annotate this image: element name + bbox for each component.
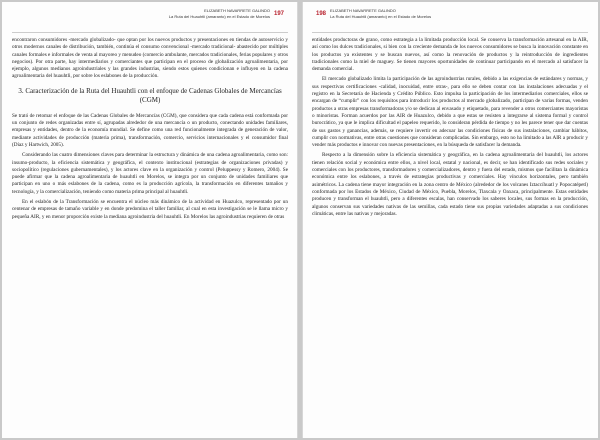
page-number: 197 xyxy=(273,11,284,17)
section-heading: 3. Caracterización de la Ruta del Huauhtli con el enfoque de Cadenas Globales de Mercancías (CGM) xyxy=(18,86,282,104)
paragraph: Se trató de retomar el enfoque de las Cadenas Globales de Mercancías (CGM), que considera que cada cadena está conformada por un conjunto de redes organizadas entre sí, agrupadas alrededor de una mercancía o un producto, conectando unidades familiares, empresas y entidades, dentro de la economía mundial. Se define como una red funcionalmente integrada de generación de valor, mediante actividades de producción (materia prima), transformación, comercio, servicios internacionales y el consumidor final (Díaz y Hartwich, 2005). xyxy=(12,112,288,148)
left-page-header xyxy=(12,8,288,33)
left-page-body xyxy=(12,37,288,221)
header-title: La Ruta del Huauhtli (amaranto) en el Estado de Morelos xyxy=(330,14,432,19)
header-author: ELIZABETH NAVARRETE GALINDO xyxy=(330,8,396,13)
page-gutter xyxy=(297,2,298,438)
paragraph: Respecto a la dimensión sobre la eficiencia sistemática y geográfica, en la cadena agroalimentaria del huauhtli, los actores tienen relación social y económica entre ellos, a nivel local, estatal y nacional, es decir, se han identificado sus redes sociales y comerciales con los productores, transformadores y comercializadores, dentro y fuera del estado, mismos que facilitan la dinámica económica entre los eslabones, a través de estrategias productivas y comerciales. Hay vínculos horizontales, pero también asimétricos. La cadena tiene mayor integración en la zona centro de México (alrededor de los volcanes Iztaccíhuatl y Popocatépetl) conformada por los Estados de México, Ciudad de México, Puebla, Morelos, Tlaxcala y Oaxaca, principalmente. Estas entidades producen y transforman el huauhtli, pero a diferentes escalas, han conservado los saberes locales, sus formas en la producción, algunos conservan sus variedades nativas de las semillas, cada estado tiene sus propias variedades adaptadas a sus condiciones climáticas, entre las nativas y mejoradas. xyxy=(312,152,588,217)
paragraph: Considerando las cuatro dimensiones claves para determinar la estructura y dinámica de una cadena agroalimentaria, como son: insumo-producto, la eficiencia sistemática y geográfica, el contexto institucional (estrategias de organizaciones privadas) y sociopolítico (regulaciones gubernamentales), y los actores clave en la organización y control (Peluppessy y Romero, 2004). Se puede afirmar que la cadena agroalimentaria de huauhtli en Morelos, se integra por un conjunto de unidades familiares que participan en uno o más eslabones de la cadena, como es la producción agrícola, la transformación en diferentes tamaños y tecnología, y la comercialización, teniendo como materia prima principal al huauhtli. xyxy=(12,152,288,195)
paragraph: entidades productoras de grano, como estrategia a la limitada producción local. Se conserva la transformación artesanal en la AIR, así como los dulces tradicionales, si bien con la creciente demanda de los nuevos consumidores se busca la innovación constante en los productos ya existentes y se buscan nuevos, así como la renovación de productos y la reintroducción de ingredientes tradicionales como la miel de maguey. Se tienen mayores oportunidades de continuar participando en el mercado al satisfacer la demanda comercial. xyxy=(312,37,588,73)
paragraph: El mercado globalizado limita la participación de las agroindustrias rurales, debido a las exigencias de estándares y normas, y sus respectivas certificaciones -calidad, inocuidad, entre otras-, para ello se deben contar con las instalaciones adecuadas y el registro en la Secretaría de Hacienda y Crédito Público. Esto impulsa la participación de los intermediarios comerciales, ellos se encargan de “cumplir” con los requisitos para introducir los productos al mercado globalizado, participan de varias formas, venden productos a otras empresas transformadoras y/o se dedican al envasado y etiquetado, para revender a otros comerciantes mayoristas o minoristas. Forman acuerdos por las AIR de Huazulco, debido a que estas se resisten a integrarse al sistema formal y control burocrático, ya que le implica dificultad el papeleo requerido, lo consideran pérdida de tiempo y no les parece tener que dar cuentas de sus gastos y ganancias, además, se requiere invertir en adecuar las condiciones físicas de sus instalaciones, cambiar hábitos, cumplir con normativas, entre otras cuestiones que consideran complicadas. Sin embargo, esto no ha limitado a las AIR a producir y vender más productos e innovar con nuevas presentaciones, en la búsqueda de satisfacer la demanda. xyxy=(312,76,588,149)
paragraph: En el eslabón de la Transformación se encuentra el núcleo más dinámico de la actividad en Huazulco, representado por un centenar de empresas de tamaño variable y en donde predomina el taller familiar, al cual en esta investigación se le llama micro y pequeña AIR, y en menor proporción existe la mediana agroindustria del huauhtli. En Morelos las agroindustrias requieren de otras xyxy=(12,199,288,220)
header-title: La Ruta del Huauhtli (amaranto) en el Estado de Morelos xyxy=(168,14,270,19)
right-page-header xyxy=(312,8,588,33)
paragraph-continued: encontraron consumidores -mercado globalizado- que optan por los nuevos productos y presentaciones en tiendas de autoservicio y otros modernos canales de distribución, también, continúa el consumo convencional -mercado tradicional- abastecido por múltiples canales formales e informales de venta al mayoreo y menudeo (comercio ambulante, mercados tradicionales, ferias populares y otros negocios). Por otra parte, hay intermediarios y comerciantes que participan en el proceso de globalización agroalimentaria, por ejemplo, algunos medianos agroindustriales y las grandes industrias, siendo estos quienes condicionan e influyen en la cadena agroalimentaria del huauhtli, por sobre los eslabones de la producción. xyxy=(12,37,288,80)
running-header xyxy=(169,8,270,20)
right-page xyxy=(302,2,598,438)
left-page xyxy=(2,2,298,438)
page-gutter xyxy=(302,2,303,438)
book-spread xyxy=(2,2,598,438)
right-page-body xyxy=(312,37,588,218)
header-author: ELIZABETH NAVARRETE GALINDO xyxy=(204,8,270,13)
running-header xyxy=(330,8,431,20)
page-number: 198 xyxy=(316,11,327,17)
